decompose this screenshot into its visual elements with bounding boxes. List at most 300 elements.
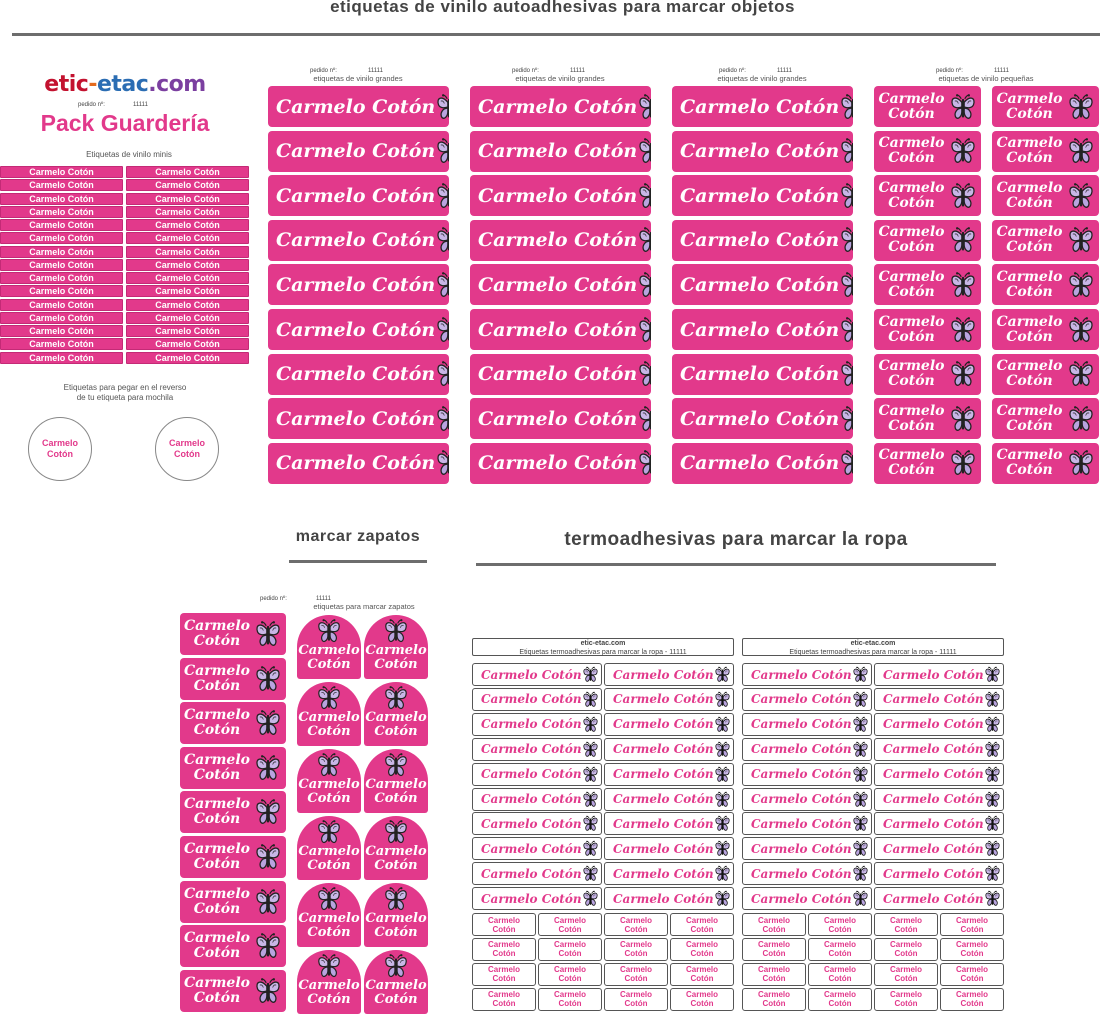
- shoe-rect-label-text: [180, 887, 254, 917]
- round-label: [155, 417, 219, 481]
- thermo-label: [742, 738, 872, 761]
- thermo-mini-first: Carmelo: [889, 990, 922, 1000]
- butterfly-icon: [637, 449, 651, 477]
- mini-label: [0, 272, 123, 284]
- thermo-label: [472, 713, 602, 736]
- mini-label-text: Carmelo Cotón: [155, 299, 220, 310]
- large-label: [672, 175, 853, 216]
- thermo-sheet-brand: etic-etac.com: [850, 640, 896, 647]
- large-label-text: Carmelo Cotón: [680, 95, 840, 118]
- small-label: [874, 309, 981, 350]
- thermo-mini-last: Cotón: [894, 974, 918, 984]
- mini-label: [0, 219, 123, 231]
- thermo-mini-label: [940, 913, 1004, 936]
- thermo-mini-label: [742, 988, 806, 1011]
- thermo-label: [472, 862, 602, 885]
- thermo-mini-first: Carmelo: [553, 915, 586, 925]
- large-label-text: Carmelo Cotón: [478, 184, 638, 207]
- shoe-rect-label-text: [180, 976, 254, 1006]
- shoe-rect-label-text: [180, 842, 254, 872]
- mini-label-text: Carmelo Cotón: [155, 312, 220, 323]
- thermo-mini-label: [874, 963, 938, 986]
- large-label-text: Carmelo Cotón: [680, 184, 840, 207]
- large-label: [672, 86, 853, 127]
- thermo-label-text: Carmelo Cotón: [751, 717, 852, 732]
- shoe-rect-label: [180, 881, 286, 923]
- large-label-text: Carmelo Cotón: [478, 273, 638, 296]
- mini-label-text: Carmelo Cotón: [29, 193, 94, 204]
- thermo-label: [742, 788, 872, 811]
- mini-label-text: Carmelo Cotón: [29, 180, 94, 191]
- shoe-arch-first: Carmelo: [365, 710, 427, 725]
- shoe-arch-label-text: [298, 845, 359, 873]
- thermo-mini-first: Carmelo: [757, 940, 790, 950]
- thermo-mini-label-text: [956, 916, 988, 934]
- large-label: [672, 131, 853, 172]
- shoe-arch-label-text: [365, 912, 426, 940]
- small-label: [874, 354, 981, 395]
- butterfly-icon: [316, 819, 342, 845]
- small-label-text: [992, 404, 1067, 434]
- thermo-mini-label: [604, 963, 668, 986]
- small-label-last: Cotón: [1006, 150, 1053, 167]
- butterfly-icon: [254, 754, 282, 782]
- thermo-label-text: Carmelo Cotón: [751, 816, 852, 831]
- shoe-arch-last: Cotón: [307, 992, 351, 1007]
- butterfly-icon: [984, 741, 1001, 758]
- small-label-first: Carmelo: [996, 179, 1063, 196]
- butterfly-icon: [949, 271, 977, 299]
- small-label-last: Cotón: [888, 328, 935, 345]
- shoe-arch-last: Cotón: [307, 657, 351, 672]
- thermo-label-text: Carmelo Cotón: [613, 792, 714, 806]
- butterfly-icon: [949, 405, 977, 433]
- thermo-mini-label: [670, 938, 734, 961]
- sheet-order-number-text: 11111: [777, 68, 792, 74]
- sheet-caption: [470, 74, 650, 83]
- round-label-text: [169, 438, 205, 460]
- thermo-mini-last: Cotón: [624, 949, 648, 959]
- large-label: [268, 309, 449, 350]
- thermo-mini-label: [940, 988, 1004, 1011]
- sheet-order-number-text: 11111: [570, 68, 585, 74]
- mini-label: [0, 232, 123, 244]
- butterfly-icon: [435, 93, 449, 121]
- thermo-label-text: Carmelo Cotón: [883, 667, 984, 682]
- small-label-first: Carmelo: [878, 90, 945, 107]
- shoe-rect-label-text: [180, 619, 254, 649]
- large-label: [268, 398, 449, 439]
- small-label-text: [874, 315, 949, 345]
- butterfly-icon: [852, 840, 869, 857]
- mini-label: [0, 166, 123, 178]
- sheet-caption-text: etiquetas de vinilo grandes: [717, 74, 807, 83]
- thermo-label-text: Carmelo Cotón: [613, 742, 714, 757]
- shoe-rect-first: Carmelo: [184, 885, 250, 902]
- mini-label: [126, 312, 249, 324]
- round-label-text: [42, 438, 78, 460]
- shoe-rect-label: [180, 791, 286, 833]
- large-label: [268, 86, 449, 127]
- thermo-label: [742, 763, 872, 786]
- shoe-arch-first: Carmelo: [298, 844, 360, 859]
- sheet-order-label: [260, 596, 287, 602]
- shoe-arch-label: [364, 816, 428, 880]
- header-shoes: marcar zapatos: [295, 528, 421, 545]
- butterfly-icon: [435, 226, 449, 254]
- header-shoes-rule: [289, 560, 427, 563]
- butterfly-icon: [637, 226, 651, 254]
- shoe-arch-label-text: [298, 778, 359, 806]
- mini-label: [0, 312, 123, 324]
- thermo-mini-label: [472, 988, 536, 1011]
- minis-caption: Etiquetas de vinilo minis: [86, 150, 172, 159]
- thermo-mini-first: Carmelo: [553, 990, 586, 1000]
- small-label-first: Carmelo: [996, 358, 1063, 375]
- mini-label: [126, 272, 249, 284]
- shoe-arch-first: Carmelo: [298, 643, 360, 658]
- round-label-first: Carmelo: [168, 438, 205, 448]
- shoe-arch-label-text: [365, 845, 426, 873]
- small-label-last: Cotón: [888, 373, 935, 390]
- thermo-mini-label: [538, 938, 602, 961]
- large-label: [672, 309, 853, 350]
- shoe-rect-last: Cotón: [193, 766, 241, 783]
- thermo-label: [604, 763, 734, 786]
- butterfly-icon: [637, 137, 651, 165]
- butterfly-icon: [637, 405, 651, 433]
- thermo-mini-last: Cotón: [894, 999, 918, 1009]
- thermo-mini-last: Cotón: [762, 999, 786, 1009]
- shoe-arch-last: Cotón: [374, 724, 418, 739]
- thermo-label: [742, 713, 872, 736]
- thermo-label-text: Carmelo Cotón: [883, 717, 984, 732]
- thermo-label: [874, 688, 1004, 711]
- thermo-label: [874, 788, 1004, 811]
- butterfly-icon: [582, 741, 599, 758]
- butterfly-icon: [637, 271, 651, 299]
- large-label-text: Carmelo Cotón: [276, 318, 436, 341]
- thermo-label-text: Carmelo Cotón: [883, 767, 984, 782]
- mini-label-text: Carmelo Cotón: [155, 220, 220, 230]
- mini-label-text: Carmelo Cotón: [29, 286, 94, 297]
- small-label-text: [992, 136, 1067, 166]
- thermo-mini-label: [670, 988, 734, 1011]
- round-label-first: Carmelo: [41, 438, 78, 448]
- butterfly-icon: [984, 716, 1001, 733]
- small-label: [992, 175, 1099, 216]
- mini-label-text: Carmelo Cotón: [29, 299, 94, 310]
- shoe-arch-last: Cotón: [374, 657, 418, 672]
- butterfly-icon: [852, 890, 869, 907]
- thermo-label: [604, 837, 734, 860]
- thermo-mini-first: Carmelo: [823, 915, 856, 925]
- small-label-text: [992, 225, 1067, 255]
- header-objects: etiquetas de vinilo autoadhesivas para marcar objetos: [330, 0, 795, 16]
- small-label-last: Cotón: [1006, 283, 1053, 300]
- thermo-mini-label: [538, 963, 602, 986]
- large-label: [470, 264, 651, 305]
- small-label-text: [992, 181, 1067, 211]
- mini-label: [126, 193, 249, 205]
- butterfly-icon: [1067, 226, 1095, 254]
- shoe-rect-label-text: [180, 753, 254, 783]
- butterfly-icon: [383, 685, 409, 711]
- shoe-arch-label-text: [298, 912, 359, 940]
- shoe-arch-label-text: [365, 644, 426, 672]
- large-label-text: Carmelo Cotón: [478, 229, 638, 252]
- small-label-last: Cotón: [1006, 194, 1053, 211]
- thermo-label-text: Carmelo Cotón: [883, 841, 984, 856]
- thermo-mini-last: Cotón: [690, 949, 714, 959]
- mini-label-text: Carmelo Cotón: [29, 206, 94, 217]
- mini-label: [0, 193, 123, 205]
- small-label: [874, 443, 981, 484]
- butterfly-icon: [984, 815, 1001, 832]
- shoe-arch-label-text: [365, 711, 426, 739]
- shoe-arch-label: [297, 749, 361, 813]
- mini-label: [126, 166, 249, 178]
- thermo-label-text: Carmelo Cotón: [481, 717, 582, 732]
- shoe-arch-first: Carmelo: [365, 978, 427, 993]
- thermo-label: [472, 663, 602, 686]
- thermo-mini-last: Cotón: [558, 974, 582, 984]
- shoe-rect-last: Cotón: [193, 900, 241, 917]
- thermo-mini-label: [874, 913, 938, 936]
- small-label-last: Cotón: [1006, 328, 1053, 345]
- thermo-mini-label: [670, 913, 734, 936]
- sheet-caption: [300, 602, 428, 611]
- small-label: [874, 398, 981, 439]
- large-label-text: Carmelo Cotón: [276, 95, 436, 118]
- large-label: [268, 354, 449, 395]
- round-label-last: Cotón: [46, 449, 73, 459]
- thermo-mini-last: Cotón: [960, 949, 984, 959]
- butterfly-icon: [984, 865, 1001, 882]
- thermo-mini-last: Cotón: [762, 949, 786, 959]
- shoe-arch-label-text: [365, 778, 426, 806]
- mini-label-text: Carmelo Cotón: [29, 312, 94, 323]
- thermo-mini-last: Cotón: [690, 924, 714, 934]
- butterfly-icon: [852, 791, 869, 808]
- shoe-rect-label-text: [180, 931, 254, 961]
- butterfly-icon: [316, 618, 342, 644]
- thermo-label-text: Carmelo Cotón: [613, 866, 714, 881]
- thermo-mini-label-text: [488, 990, 520, 1008]
- backpack-caption-1: Etiquetas para pegar en el reverso: [63, 383, 187, 392]
- small-label-text: [992, 92, 1067, 122]
- thermo-mini-label: [742, 913, 806, 936]
- large-label: [470, 220, 651, 261]
- small-label-last: Cotón: [888, 194, 935, 211]
- thermo-mini-first: Carmelo: [889, 915, 922, 925]
- butterfly-icon: [839, 449, 853, 477]
- thermo-mini-first: Carmelo: [619, 940, 652, 950]
- thermo-mini-label-text: [620, 940, 652, 958]
- small-label-text: [992, 448, 1067, 478]
- small-label: [992, 398, 1099, 439]
- thermo-label: [604, 812, 734, 835]
- pack-title: Pack Guardería: [40, 110, 210, 136]
- mini-label-text: Carmelo Cotón: [29, 326, 94, 336]
- shoe-rect-label: [180, 747, 286, 789]
- thermo-mini-first: Carmelo: [685, 965, 718, 975]
- butterfly-icon: [435, 137, 449, 165]
- thermo-label: [874, 663, 1004, 686]
- shoe-rect-last: Cotón: [193, 811, 241, 828]
- butterfly-icon: [254, 977, 282, 1005]
- large-label: [268, 175, 449, 216]
- butterfly-icon: [383, 618, 409, 644]
- thermo-label-text: Carmelo Cotón: [883, 742, 984, 757]
- thermo-mini-label-text: [956, 965, 988, 983]
- thermo-label-text: Carmelo Cotón: [751, 792, 852, 806]
- mini-label: [126, 299, 249, 311]
- thermo-mini-first: Carmelo: [685, 915, 718, 925]
- logo-part-3: etac: [96, 72, 149, 97]
- thermo-mini-first: Carmelo: [487, 915, 520, 925]
- thermo-label-text: Carmelo Cotón: [481, 866, 582, 881]
- thermo-mini-label-text: [488, 916, 520, 934]
- butterfly-icon: [949, 93, 977, 121]
- butterfly-icon: [383, 819, 409, 845]
- shoe-arch-label-text: [298, 711, 359, 739]
- thermo-label-text: Carmelo Cotón: [751, 692, 852, 707]
- logo-part-4: .com: [148, 72, 206, 97]
- shoe-rect-label-text: [180, 797, 254, 827]
- shoe-rect-last: Cotón: [193, 989, 241, 1006]
- sheet-order-number-text: 11111: [994, 68, 1009, 74]
- butterfly-icon: [1067, 93, 1095, 121]
- thermo-label: [742, 837, 872, 860]
- thermo-label-text: Carmelo Cotón: [883, 866, 984, 881]
- butterfly-icon: [582, 716, 599, 733]
- large-label: [470, 398, 651, 439]
- butterfly-icon: [1067, 360, 1095, 388]
- butterfly-icon: [839, 271, 853, 299]
- large-label-text: Carmelo Cotón: [276, 184, 436, 207]
- butterfly-icon: [582, 890, 599, 907]
- small-label: [874, 131, 981, 172]
- thermo-label: [874, 837, 1004, 860]
- mini-label: [126, 232, 249, 244]
- large-label: [672, 398, 853, 439]
- thermo-mini-first: Carmelo: [619, 915, 652, 925]
- small-label: [992, 220, 1099, 261]
- mini-label: [126, 325, 249, 337]
- small-label-text: [992, 359, 1067, 389]
- sheet-caption-text: etiquetas para marcar zapatos: [313, 602, 415, 611]
- large-label-text: Carmelo Cotón: [680, 229, 840, 252]
- small-label: [992, 264, 1099, 305]
- thermo-label-text: Carmelo Cotón: [883, 891, 984, 906]
- thermo-label-text: Carmelo Cotón: [481, 767, 582, 782]
- butterfly-icon: [582, 791, 599, 808]
- butterfly-icon: [714, 865, 731, 882]
- large-label: [268, 443, 449, 484]
- mini-label-text: Carmelo Cotón: [29, 233, 94, 244]
- mini-label-text: Carmelo Cotón: [155, 326, 220, 336]
- thermo-mini-last: Cotón: [492, 999, 516, 1009]
- thermo-label-text: Carmelo Cotón: [883, 692, 984, 707]
- thermo-mini-label-text: [620, 965, 652, 983]
- large-label: [470, 354, 651, 395]
- thermo-label-text: Carmelo Cotón: [613, 667, 714, 682]
- shoe-arch-first: Carmelo: [365, 844, 427, 859]
- thermo-mini-label: [472, 963, 536, 986]
- large-label: [672, 264, 853, 305]
- mini-label-text: Carmelo Cotón: [155, 286, 220, 297]
- thermo-sheet-caption: Etiquetas termoadhesivas para marcar la ropa - 11111: [519, 649, 687, 656]
- thermo-label-text: Carmelo Cotón: [481, 816, 582, 831]
- mini-label-text: Carmelo Cotón: [29, 246, 94, 257]
- mini-label-text: Carmelo Cotón: [155, 273, 220, 283]
- thermo-sheet-header: [742, 638, 1004, 656]
- butterfly-icon: [637, 360, 651, 388]
- thermo-label-text: Carmelo Cotón: [613, 767, 714, 782]
- small-label-first: Carmelo: [878, 268, 945, 285]
- shoe-arch-first: Carmelo: [298, 777, 360, 792]
- small-label-last: Cotón: [1006, 105, 1053, 122]
- small-label-first: Carmelo: [996, 90, 1063, 107]
- mini-label-text: Carmelo Cotón: [29, 220, 94, 230]
- thermo-mini-first: Carmelo: [685, 940, 718, 950]
- butterfly-icon: [984, 691, 1001, 708]
- thermo-mini-last: Cotón: [828, 924, 852, 934]
- mini-label-text: Carmelo Cotón: [155, 246, 220, 257]
- thermo-mini-label-text: [554, 940, 586, 958]
- butterfly-icon: [637, 316, 651, 344]
- large-label-text: Carmelo Cotón: [680, 140, 840, 163]
- thermo-label: [742, 688, 872, 711]
- thermo-mini-label: [538, 988, 602, 1011]
- shoe-arch-last: Cotón: [374, 925, 418, 940]
- mini-label-text: Carmelo Cotón: [29, 167, 94, 177]
- sheet-caption-text: etiquetas de vinilo grandes: [313, 74, 403, 83]
- large-label-text: Carmelo Cotón: [680, 407, 840, 430]
- small-label-first: Carmelo: [878, 179, 945, 196]
- thermo-label: [874, 763, 1004, 786]
- thermo-mini-first: Carmelo: [553, 965, 586, 975]
- shoe-arch-last: Cotón: [307, 791, 351, 806]
- pack-order-label: pedido nº:: [78, 102, 105, 108]
- thermo-mini-label-text: [890, 965, 922, 983]
- mini-label-text: Carmelo Cotón: [155, 259, 220, 270]
- butterfly-icon: [1067, 271, 1095, 299]
- butterfly-icon: [435, 316, 449, 344]
- butterfly-icon: [582, 691, 599, 708]
- thermo-sheet-caption: Etiquetas termoadhesivas para marcar la ropa - 11111: [789, 649, 957, 656]
- butterfly-icon: [383, 752, 409, 778]
- thermo-mini-label: [940, 938, 1004, 961]
- butterfly-icon: [839, 93, 853, 121]
- header-objects-rule: [12, 33, 1100, 36]
- butterfly-icon: [1067, 449, 1095, 477]
- thermo-label-text: Carmelo Cotón: [481, 792, 582, 806]
- shoe-arch-label-text: [298, 979, 359, 1007]
- sheet-caption: [874, 74, 1098, 83]
- small-label-text: [874, 359, 949, 389]
- shoe-rect-label: [180, 970, 286, 1012]
- thermo-mini-first: Carmelo: [823, 940, 856, 950]
- thermo-mini-last: Cotón: [558, 924, 582, 934]
- butterfly-icon: [316, 953, 342, 979]
- small-label-first: Carmelo: [996, 135, 1063, 152]
- thermo-mini-first: Carmelo: [955, 940, 988, 950]
- shoe-rect-last: Cotón: [193, 856, 241, 872]
- shoe-rect-label: [180, 836, 286, 878]
- thermo-mini-last: Cotón: [960, 999, 984, 1009]
